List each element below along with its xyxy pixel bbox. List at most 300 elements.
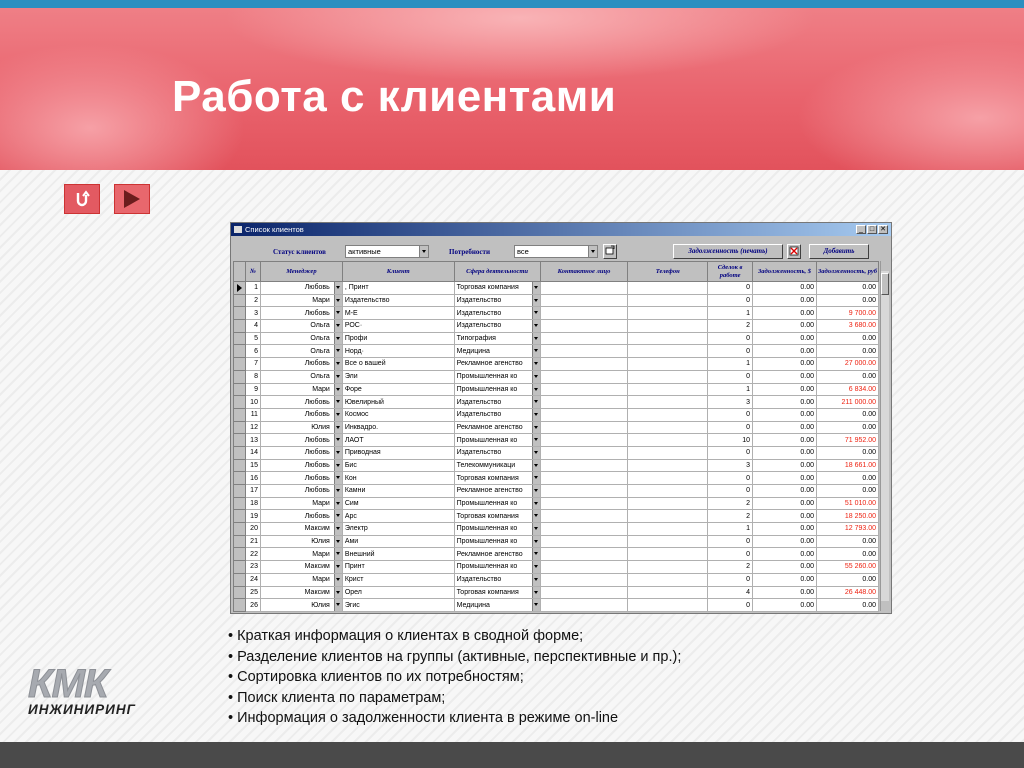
cell-manager[interactable] (260, 434, 342, 447)
cell-phone[interactable] (628, 408, 708, 421)
cell-phone[interactable] (628, 396, 708, 409)
cell-manager[interactable] (260, 421, 342, 434)
table-row[interactable] (234, 434, 879, 447)
cell-deals[interactable] (708, 320, 753, 333)
cell-deals[interactable] (708, 434, 753, 447)
cell-phone[interactable] (628, 282, 708, 295)
cell-debt-usd[interactable] (753, 472, 817, 485)
close-button[interactable]: ✕ (878, 225, 888, 234)
cell-debt-rub[interactable] (817, 434, 879, 447)
row-indicator[interactable] (234, 535, 246, 548)
col-header-deals[interactable]: Сделок в работе (708, 262, 753, 282)
cell-debt-rub[interactable] (817, 370, 879, 383)
cell-manager[interactable] (260, 459, 342, 472)
cell-contact[interactable] (540, 396, 628, 409)
cell-deals[interactable] (708, 370, 753, 383)
chevron-down-icon[interactable] (532, 599, 540, 611)
cell-phone[interactable] (628, 358, 708, 371)
cell-deals[interactable] (708, 408, 753, 421)
cell-client[interactable] (342, 573, 454, 586)
cell-contact[interactable] (540, 497, 628, 510)
cell-debt-rub[interactable] (817, 535, 879, 548)
cell-debt-rub[interactable] (817, 408, 879, 421)
cell-client[interactable] (342, 320, 454, 333)
chevron-down-icon[interactable] (334, 396, 342, 408)
cell-manager[interactable] (260, 446, 342, 459)
cell-manager[interactable] (260, 383, 342, 396)
cell-contact[interactable] (540, 485, 628, 498)
table-row[interactable] (234, 446, 879, 459)
row-indicator[interactable] (234, 383, 246, 396)
row-indicator[interactable] (234, 523, 246, 536)
cell-debt-usd[interactable] (753, 421, 817, 434)
cell-sphere[interactable] (454, 472, 540, 485)
cell-debt-rub[interactable] (817, 383, 879, 396)
chevron-down-icon[interactable] (532, 434, 540, 446)
cell-phone[interactable] (628, 320, 708, 333)
col-header-debt-rub[interactable]: Задолженность, руб (817, 262, 879, 282)
table-row[interactable] (234, 421, 879, 434)
cell-manager[interactable] (260, 510, 342, 523)
cell-sphere[interactable] (454, 396, 540, 409)
cell-deals[interactable] (708, 421, 753, 434)
cell-deals[interactable] (708, 510, 753, 523)
table-row[interactable] (234, 294, 879, 307)
cell-debt-rub[interactable] (817, 345, 879, 358)
cell-phone[interactable] (628, 586, 708, 599)
cell-debt-rub[interactable] (817, 497, 879, 510)
cell-deals[interactable] (708, 446, 753, 459)
cell-sphere[interactable] (454, 370, 540, 383)
chevron-down-icon[interactable] (334, 485, 342, 497)
table-row[interactable] (234, 345, 879, 358)
cell-deals[interactable] (708, 535, 753, 548)
cell-contact[interactable] (540, 345, 628, 358)
nav-next-button[interactable] (114, 184, 150, 214)
cell-debt-usd[interactable] (753, 586, 817, 599)
cell-sphere[interactable] (454, 358, 540, 371)
cell-client[interactable] (342, 586, 454, 599)
cell-debt-rub[interactable] (817, 320, 879, 333)
cell-phone[interactable] (628, 573, 708, 586)
table-row[interactable] (234, 408, 879, 421)
cell-manager[interactable] (260, 332, 342, 345)
cell-debt-usd[interactable] (753, 307, 817, 320)
col-header-number[interactable]: № (245, 262, 260, 282)
cell-manager[interactable] (260, 294, 342, 307)
cell-contact[interactable] (540, 421, 628, 434)
row-indicator[interactable] (234, 446, 246, 459)
cell-sphere[interactable] (454, 408, 540, 421)
table-row[interactable] (234, 332, 879, 345)
cell-debt-rub[interactable] (817, 446, 879, 459)
cell-phone[interactable] (628, 383, 708, 396)
row-indicator[interactable] (234, 434, 246, 447)
cell-contact[interactable] (540, 332, 628, 345)
table-row[interactable] (234, 307, 879, 320)
cell-contact[interactable] (540, 408, 628, 421)
chevron-down-icon[interactable] (532, 510, 540, 522)
scroll-thumb[interactable] (881, 273, 889, 295)
chevron-down-icon[interactable] (334, 307, 342, 319)
cell-debt-usd[interactable] (753, 573, 817, 586)
cell-client[interactable] (342, 408, 454, 421)
cell-debt-usd[interactable] (753, 485, 817, 498)
cell-contact[interactable] (540, 573, 628, 586)
chevron-down-icon[interactable] (334, 320, 342, 332)
vertical-scrollbar[interactable] (880, 261, 889, 611)
chevron-down-icon[interactable] (334, 536, 342, 548)
row-indicator[interactable] (234, 561, 246, 574)
cell-debt-rub[interactable] (817, 307, 879, 320)
cell-contact[interactable] (540, 370, 628, 383)
cell-deals[interactable] (708, 282, 753, 295)
cell-client[interactable] (342, 472, 454, 485)
minimize-button[interactable]: _ (856, 225, 866, 234)
row-indicator[interactable] (234, 358, 246, 371)
cell-manager[interactable] (260, 599, 342, 612)
chevron-down-icon[interactable] (532, 422, 540, 434)
chevron-down-icon[interactable] (334, 498, 342, 510)
chevron-down-icon[interactable] (532, 472, 540, 484)
chevron-down-icon[interactable] (334, 295, 342, 307)
cell-debt-usd[interactable] (753, 358, 817, 371)
chevron-down-icon[interactable] (532, 320, 540, 332)
cell-contact[interactable] (540, 535, 628, 548)
cell-manager[interactable] (260, 497, 342, 510)
chevron-down-icon[interactable] (588, 246, 597, 257)
cell-client[interactable] (342, 535, 454, 548)
cell-phone[interactable] (628, 446, 708, 459)
cell-debt-usd[interactable] (753, 599, 817, 612)
chevron-down-icon[interactable] (334, 422, 342, 434)
chevron-down-icon[interactable] (334, 358, 342, 370)
chevron-down-icon[interactable] (334, 409, 342, 421)
chevron-down-icon[interactable] (334, 333, 342, 345)
chevron-down-icon[interactable] (532, 282, 540, 294)
cell-client[interactable] (342, 548, 454, 561)
cell-client[interactable] (342, 370, 454, 383)
cell-client[interactable] (342, 434, 454, 447)
cell-contact[interactable] (540, 459, 628, 472)
cell-client[interactable] (342, 307, 454, 320)
cell-manager[interactable] (260, 370, 342, 383)
row-indicator[interactable] (234, 459, 246, 472)
cell-debt-rub[interactable] (817, 523, 879, 536)
cell-sphere[interactable] (454, 307, 540, 320)
row-indicator[interactable] (234, 485, 246, 498)
cell-client[interactable] (342, 383, 454, 396)
col-header-phone[interactable]: Телефон (628, 262, 708, 282)
chevron-down-icon[interactable] (334, 447, 342, 459)
cell-sphere[interactable] (454, 497, 540, 510)
cell-phone[interactable] (628, 485, 708, 498)
cell-deals[interactable] (708, 497, 753, 510)
chevron-down-icon[interactable] (532, 447, 540, 459)
cell-debt-usd[interactable] (753, 383, 817, 396)
chevron-down-icon[interactable] (532, 384, 540, 396)
chevron-down-icon[interactable] (532, 396, 540, 408)
cell-deals[interactable] (708, 485, 753, 498)
chevron-down-icon[interactable] (532, 485, 540, 497)
cell-debt-rub[interactable] (817, 396, 879, 409)
cell-debt-usd[interactable] (753, 548, 817, 561)
chevron-down-icon[interactable] (334, 510, 342, 522)
cell-contact[interactable] (540, 320, 628, 333)
cell-debt-rub[interactable] (817, 586, 879, 599)
row-indicator[interactable] (234, 510, 246, 523)
table-row[interactable] (234, 497, 879, 510)
cell-contact[interactable] (540, 523, 628, 536)
cell-client[interactable] (342, 561, 454, 574)
table-row[interactable] (234, 358, 879, 371)
cell-phone[interactable] (628, 370, 708, 383)
cell-sphere[interactable] (454, 485, 540, 498)
chevron-down-icon[interactable] (334, 561, 342, 573)
cell-debt-usd[interactable] (753, 370, 817, 383)
cell-manager[interactable] (260, 282, 342, 295)
chevron-down-icon[interactable] (334, 434, 342, 446)
cell-debt-usd[interactable] (753, 434, 817, 447)
cell-manager[interactable] (260, 408, 342, 421)
cell-debt-usd[interactable] (753, 497, 817, 510)
cell-debt-usd[interactable] (753, 561, 817, 574)
chevron-down-icon[interactable] (532, 345, 540, 357)
row-indicator[interactable] (234, 370, 246, 383)
table-row[interactable] (234, 599, 879, 612)
cell-sphere[interactable] (454, 421, 540, 434)
cell-debt-rub[interactable] (817, 421, 879, 434)
row-indicator[interactable] (234, 599, 246, 612)
cell-phone[interactable] (628, 294, 708, 307)
cell-phone[interactable] (628, 434, 708, 447)
row-indicator[interactable] (234, 421, 246, 434)
chevron-down-icon[interactable] (334, 384, 342, 396)
col-header-contact[interactable]: Контактное лицо (540, 262, 628, 282)
cell-debt-rub[interactable] (817, 459, 879, 472)
cell-sphere[interactable] (454, 586, 540, 599)
cell-sphere[interactable] (454, 523, 540, 536)
cell-phone[interactable] (628, 459, 708, 472)
cell-contact[interactable] (540, 548, 628, 561)
chevron-down-icon[interactable] (532, 498, 540, 510)
chevron-down-icon[interactable] (532, 587, 540, 599)
cell-phone[interactable] (628, 523, 708, 536)
cell-client[interactable] (342, 446, 454, 459)
row-indicator[interactable] (234, 472, 246, 485)
cell-client[interactable] (342, 332, 454, 345)
chevron-down-icon[interactable] (334, 282, 342, 294)
col-header-manager[interactable]: Менеджер (260, 262, 342, 282)
table-row[interactable] (234, 396, 879, 409)
row-indicator[interactable] (234, 294, 246, 307)
chevron-down-icon[interactable] (532, 561, 540, 573)
cell-contact[interactable] (540, 446, 628, 459)
cell-deals[interactable] (708, 523, 753, 536)
cell-client[interactable] (342, 599, 454, 612)
cell-phone[interactable] (628, 345, 708, 358)
row-indicator[interactable] (234, 345, 246, 358)
cell-manager[interactable] (260, 320, 342, 333)
cell-client[interactable] (342, 294, 454, 307)
chevron-down-icon[interactable] (532, 295, 540, 307)
cell-sphere[interactable] (454, 332, 540, 345)
chevron-down-icon[interactable] (532, 307, 540, 319)
cell-deals[interactable] (708, 548, 753, 561)
cell-debt-usd[interactable] (753, 459, 817, 472)
cell-debt-usd[interactable] (753, 320, 817, 333)
row-indicator[interactable] (234, 307, 246, 320)
cell-phone[interactable] (628, 307, 708, 320)
cell-debt-usd[interactable] (753, 408, 817, 421)
cell-phone[interactable] (628, 561, 708, 574)
cell-debt-usd[interactable] (753, 523, 817, 536)
cell-client[interactable] (342, 459, 454, 472)
cell-client[interactable] (342, 523, 454, 536)
table-row[interactable] (234, 510, 879, 523)
cell-debt-usd[interactable] (753, 535, 817, 548)
cell-client[interactable] (342, 282, 454, 295)
cell-manager[interactable] (260, 523, 342, 536)
chevron-down-icon[interactable] (532, 460, 540, 472)
table-row[interactable] (234, 370, 879, 383)
cell-manager[interactable] (260, 358, 342, 371)
cell-deals[interactable] (708, 307, 753, 320)
chevron-down-icon[interactable] (532, 548, 540, 560)
chevron-down-icon[interactable] (532, 536, 540, 548)
cell-sphere[interactable] (454, 573, 540, 586)
cell-deals[interactable] (708, 358, 753, 371)
cell-debt-usd[interactable] (753, 510, 817, 523)
row-indicator[interactable] (234, 396, 246, 409)
delete-icon-button[interactable] (787, 244, 801, 259)
chevron-down-icon[interactable] (334, 548, 342, 560)
cell-manager[interactable] (260, 396, 342, 409)
cell-manager[interactable] (260, 485, 342, 498)
maximize-button[interactable]: □ (867, 225, 877, 234)
cell-contact[interactable] (540, 599, 628, 612)
chevron-down-icon[interactable] (334, 587, 342, 599)
chevron-down-icon[interactable] (532, 358, 540, 370)
cell-debt-rub[interactable] (817, 599, 879, 612)
table-row[interactable] (234, 383, 879, 396)
cell-debt-rub[interactable] (817, 548, 879, 561)
row-indicator[interactable] (234, 408, 246, 421)
cell-deals[interactable] (708, 345, 753, 358)
cell-contact[interactable] (540, 358, 628, 371)
chevron-down-icon[interactable] (334, 460, 342, 472)
cell-sphere[interactable] (454, 459, 540, 472)
cell-phone[interactable] (628, 497, 708, 510)
cell-manager[interactable] (260, 345, 342, 358)
cell-sphere[interactable] (454, 510, 540, 523)
table-row[interactable] (234, 535, 879, 548)
cell-manager[interactable] (260, 307, 342, 320)
table-row[interactable] (234, 472, 879, 485)
cell-debt-rub[interactable] (817, 485, 879, 498)
cell-deals[interactable] (708, 561, 753, 574)
cell-contact[interactable] (540, 472, 628, 485)
cell-manager[interactable] (260, 573, 342, 586)
nav-back-button[interactable] (64, 184, 100, 214)
cell-deals[interactable] (708, 396, 753, 409)
cell-phone[interactable] (628, 510, 708, 523)
cell-client[interactable] (342, 510, 454, 523)
cell-phone[interactable] (628, 599, 708, 612)
cell-deals[interactable] (708, 573, 753, 586)
status-select[interactable] (345, 245, 429, 258)
row-indicator[interactable] (234, 497, 246, 510)
cell-sphere[interactable] (454, 320, 540, 333)
cell-manager[interactable] (260, 472, 342, 485)
cell-client[interactable] (342, 396, 454, 409)
cell-debt-usd[interactable] (753, 282, 817, 295)
cell-manager[interactable] (260, 561, 342, 574)
chevron-down-icon[interactable] (532, 574, 540, 586)
cell-manager[interactable] (260, 548, 342, 561)
table-row[interactable] (234, 573, 879, 586)
chevron-down-icon[interactable] (334, 599, 342, 611)
row-indicator[interactable] (234, 548, 246, 561)
table-row[interactable] (234, 459, 879, 472)
table-row[interactable] (234, 548, 879, 561)
chevron-down-icon[interactable] (532, 409, 540, 421)
cell-deals[interactable] (708, 599, 753, 612)
row-indicator[interactable] (234, 573, 246, 586)
cell-deals[interactable] (708, 294, 753, 307)
cell-debt-rub[interactable] (817, 573, 879, 586)
col-header-sphere[interactable]: Сфера деятельности (454, 262, 540, 282)
chevron-down-icon[interactable] (334, 345, 342, 357)
cell-contact[interactable] (540, 561, 628, 574)
chevron-down-icon[interactable] (532, 371, 540, 383)
cell-debt-rub[interactable] (817, 472, 879, 485)
cell-contact[interactable] (540, 434, 628, 447)
cell-phone[interactable] (628, 535, 708, 548)
needs-select[interactable] (514, 245, 598, 258)
chevron-down-icon[interactable] (334, 371, 342, 383)
row-indicator[interactable] (234, 332, 246, 345)
table-row[interactable] (234, 485, 879, 498)
cell-debt-usd[interactable] (753, 396, 817, 409)
cell-manager[interactable] (260, 535, 342, 548)
cell-phone[interactable] (628, 472, 708, 485)
col-header-debt-usd[interactable]: Задолженность, $ (753, 262, 817, 282)
table-row[interactable] (234, 561, 879, 574)
row-indicator[interactable] (234, 320, 246, 333)
chevron-down-icon[interactable] (334, 523, 342, 535)
cell-deals[interactable] (708, 383, 753, 396)
scroll-down-button[interactable] (881, 601, 889, 611)
window-titlebar[interactable] (231, 223, 891, 236)
cell-debt-usd[interactable] (753, 294, 817, 307)
row-indicator[interactable] (234, 282, 246, 295)
cell-sphere[interactable] (454, 434, 540, 447)
cell-client[interactable] (342, 358, 454, 371)
filter-icon-button[interactable] (603, 244, 617, 259)
cell-debt-rub[interactable] (817, 332, 879, 345)
add-client-button[interactable]: Добавить (809, 244, 869, 259)
cell-phone[interactable] (628, 421, 708, 434)
cell-contact[interactable] (540, 282, 628, 295)
cell-contact[interactable] (540, 586, 628, 599)
cell-sphere[interactable] (454, 599, 540, 612)
chevron-down-icon[interactable] (532, 333, 540, 345)
cell-debt-rub[interactable] (817, 510, 879, 523)
cell-contact[interactable] (540, 383, 628, 396)
table-row[interactable] (234, 282, 879, 295)
cell-client[interactable] (342, 421, 454, 434)
